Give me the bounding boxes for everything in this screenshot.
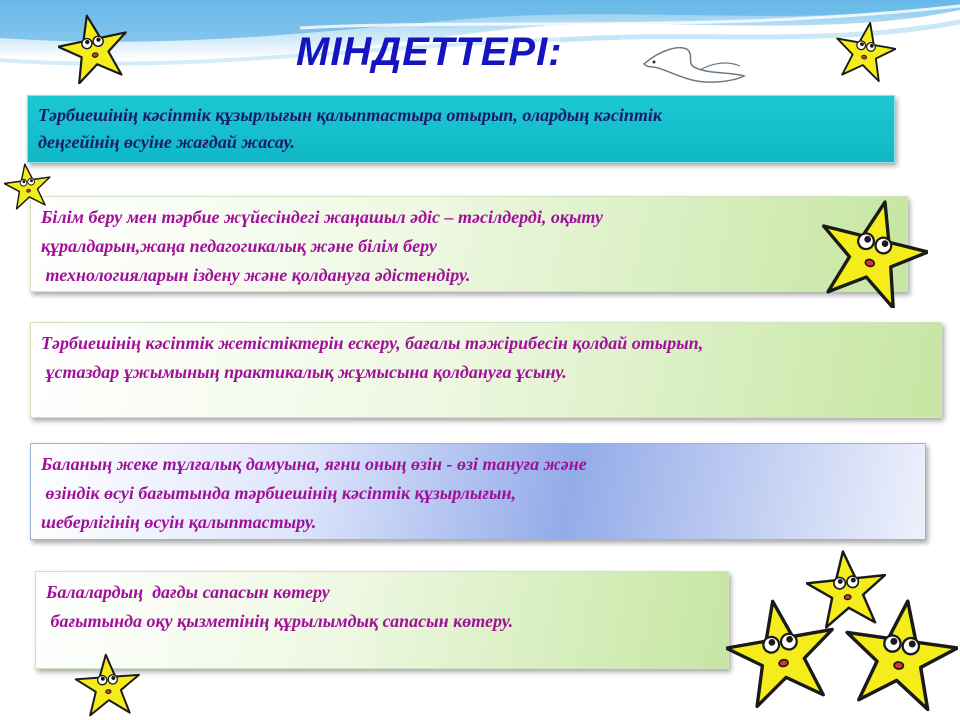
task-2-line-2: құралдарын,жаңа педагогикалық және білім беру	[41, 236, 437, 256]
task-box-3	[30, 322, 942, 418]
task-5-line-2: бағытында оқу қызметінің құрылымдық сапасын көтеру.	[46, 611, 514, 631]
task-box-4	[30, 443, 926, 540]
task-4-line-2: өзіндік өсуі бағытында тәрбиешінің кәсіптік құзырлығын,	[41, 483, 516, 503]
task-box-1	[27, 95, 895, 163]
star-icon	[726, 596, 838, 708]
task-3-line-1: Тәрбиешінің кәсіптік жетістіктерін ескеру, бағалы тәжірибесін қолдай отырып,	[41, 333, 704, 353]
star-icon	[834, 20, 896, 82]
task-4-line-3: шеберлігінің өсуін қалыптастыру.	[41, 512, 317, 532]
task-3-line-2: ұстаздар ұжымының практикалық жұмысына қолдануға ұсыну.	[41, 362, 567, 382]
star-icon	[72, 652, 144, 718]
star-icon	[816, 196, 928, 308]
task-1-line-1: Тәрбиешінің кәсіптік құзырлығын қалыптастыра отырып, олардың кәсіптік	[38, 105, 663, 125]
task-1-line-2: деңгейінің өсуіне жағдай жасау.	[38, 132, 295, 152]
star-icon	[842, 596, 958, 712]
task-4-line-1: Баланың жеке тұлғалық дамуына, яғни оның өзін - өзі тануға және	[41, 454, 587, 474]
task-2-line-1: Білім беру мен тәрбие жүйесіндегі жаңашыл әдіс – тәсілдерді, оқыту	[41, 207, 603, 227]
star-icon	[4, 162, 52, 210]
page-title: МІНДЕТТЕРІ:	[296, 30, 563, 74]
swan-icon	[640, 42, 750, 86]
task-5-line-1: Балалардың дағды сапасын көтеру	[46, 582, 330, 602]
task-box-2	[30, 196, 908, 292]
task-2-line-3: технологияларын іздену және қолдануға әдістендіру.	[41, 265, 471, 285]
star-icon	[58, 12, 130, 84]
